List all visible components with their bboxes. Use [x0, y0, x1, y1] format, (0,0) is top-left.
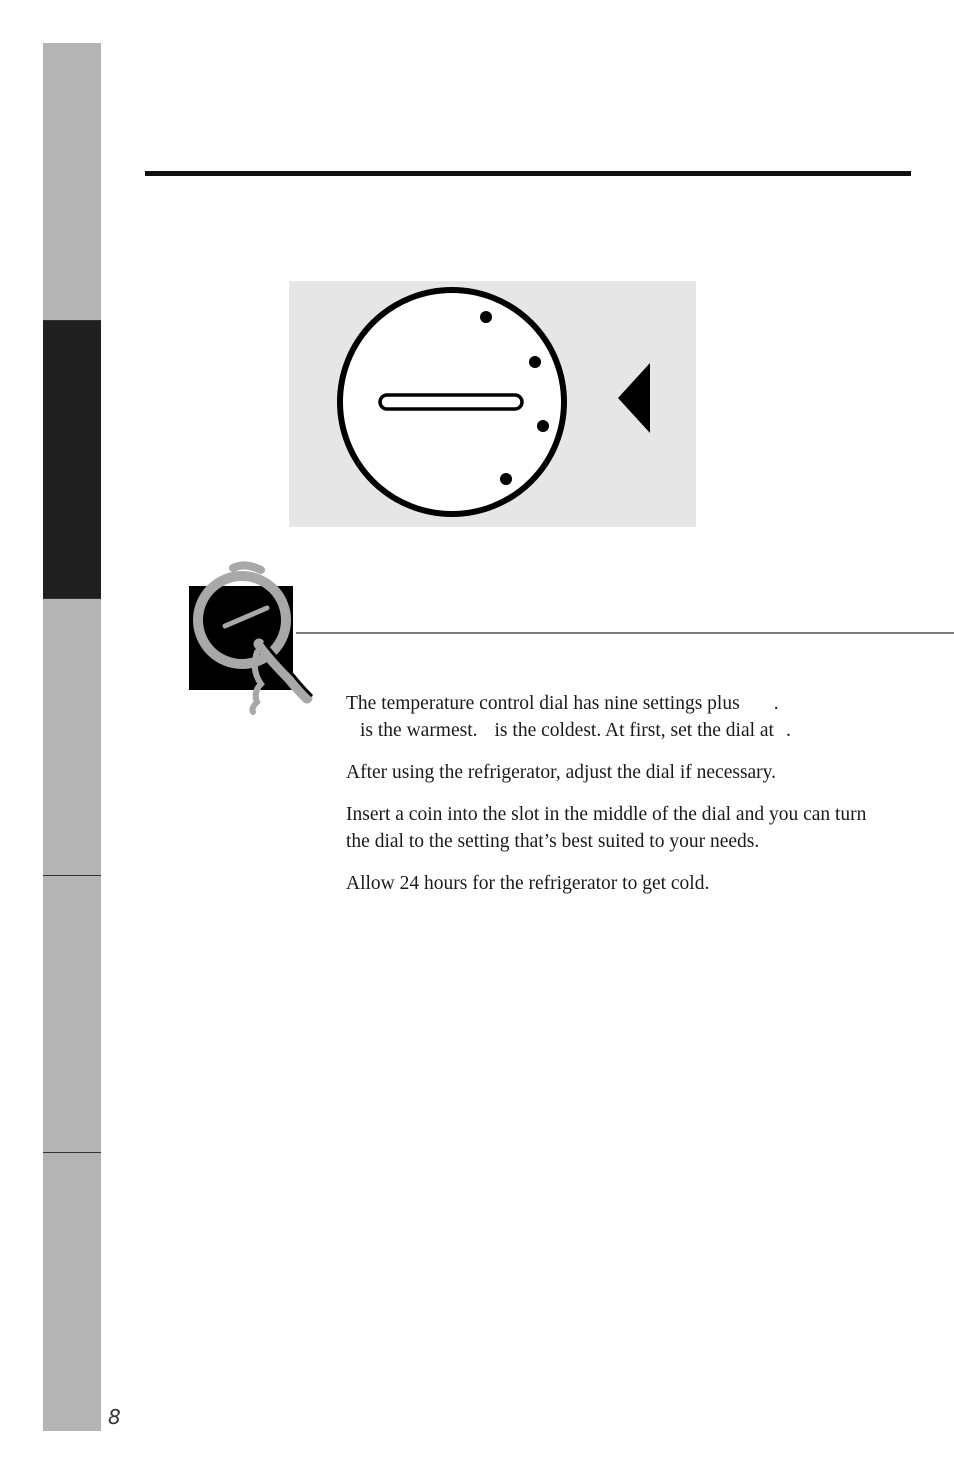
- paragraph-adjust: After using the refrigerator, adjust the dial if necessary.: [346, 762, 777, 783]
- setting-dot: [529, 356, 541, 368]
- dial-illustration: [289, 281, 696, 527]
- paragraph-allow-time: Allow 24 hours for the refrigerator to get cold.: [346, 873, 710, 894]
- header-rule: [145, 171, 911, 176]
- page-number: 8: [108, 1405, 121, 1429]
- hand-turning-dial-icon: [185, 560, 320, 724]
- tab-divider: [43, 598, 101, 599]
- temperature-dial-figure: [289, 281, 696, 527]
- coin-slot: [380, 395, 522, 409]
- paragraph-dial-settings: The temperature control dial has nine settings plus . is the warmest. is the coldest. At first, set the dial at .: [346, 693, 791, 741]
- instructions-text: [346, 690, 946, 912]
- setting-dot: [537, 420, 549, 432]
- tab-divider: [43, 1152, 101, 1153]
- tab-divider: [43, 320, 101, 321]
- paragraph-coin: Insert a coin into the slot in the middle of the dial and you can turn the dial to the setting that’s best suited to your needs.: [346, 804, 867, 852]
- side-tab-3: [43, 599, 101, 876]
- side-tab-4: [43, 876, 101, 1153]
- section-rule: [296, 632, 954, 634]
- side-tab-1: [43, 43, 101, 321]
- setting-dot: [480, 311, 492, 323]
- side-tab-5: [43, 1153, 101, 1431]
- side-tab-2-active: [43, 321, 101, 599]
- pointer-arrow-icon: [618, 363, 650, 433]
- tab-divider: [43, 875, 101, 876]
- setting-dot: [500, 473, 512, 485]
